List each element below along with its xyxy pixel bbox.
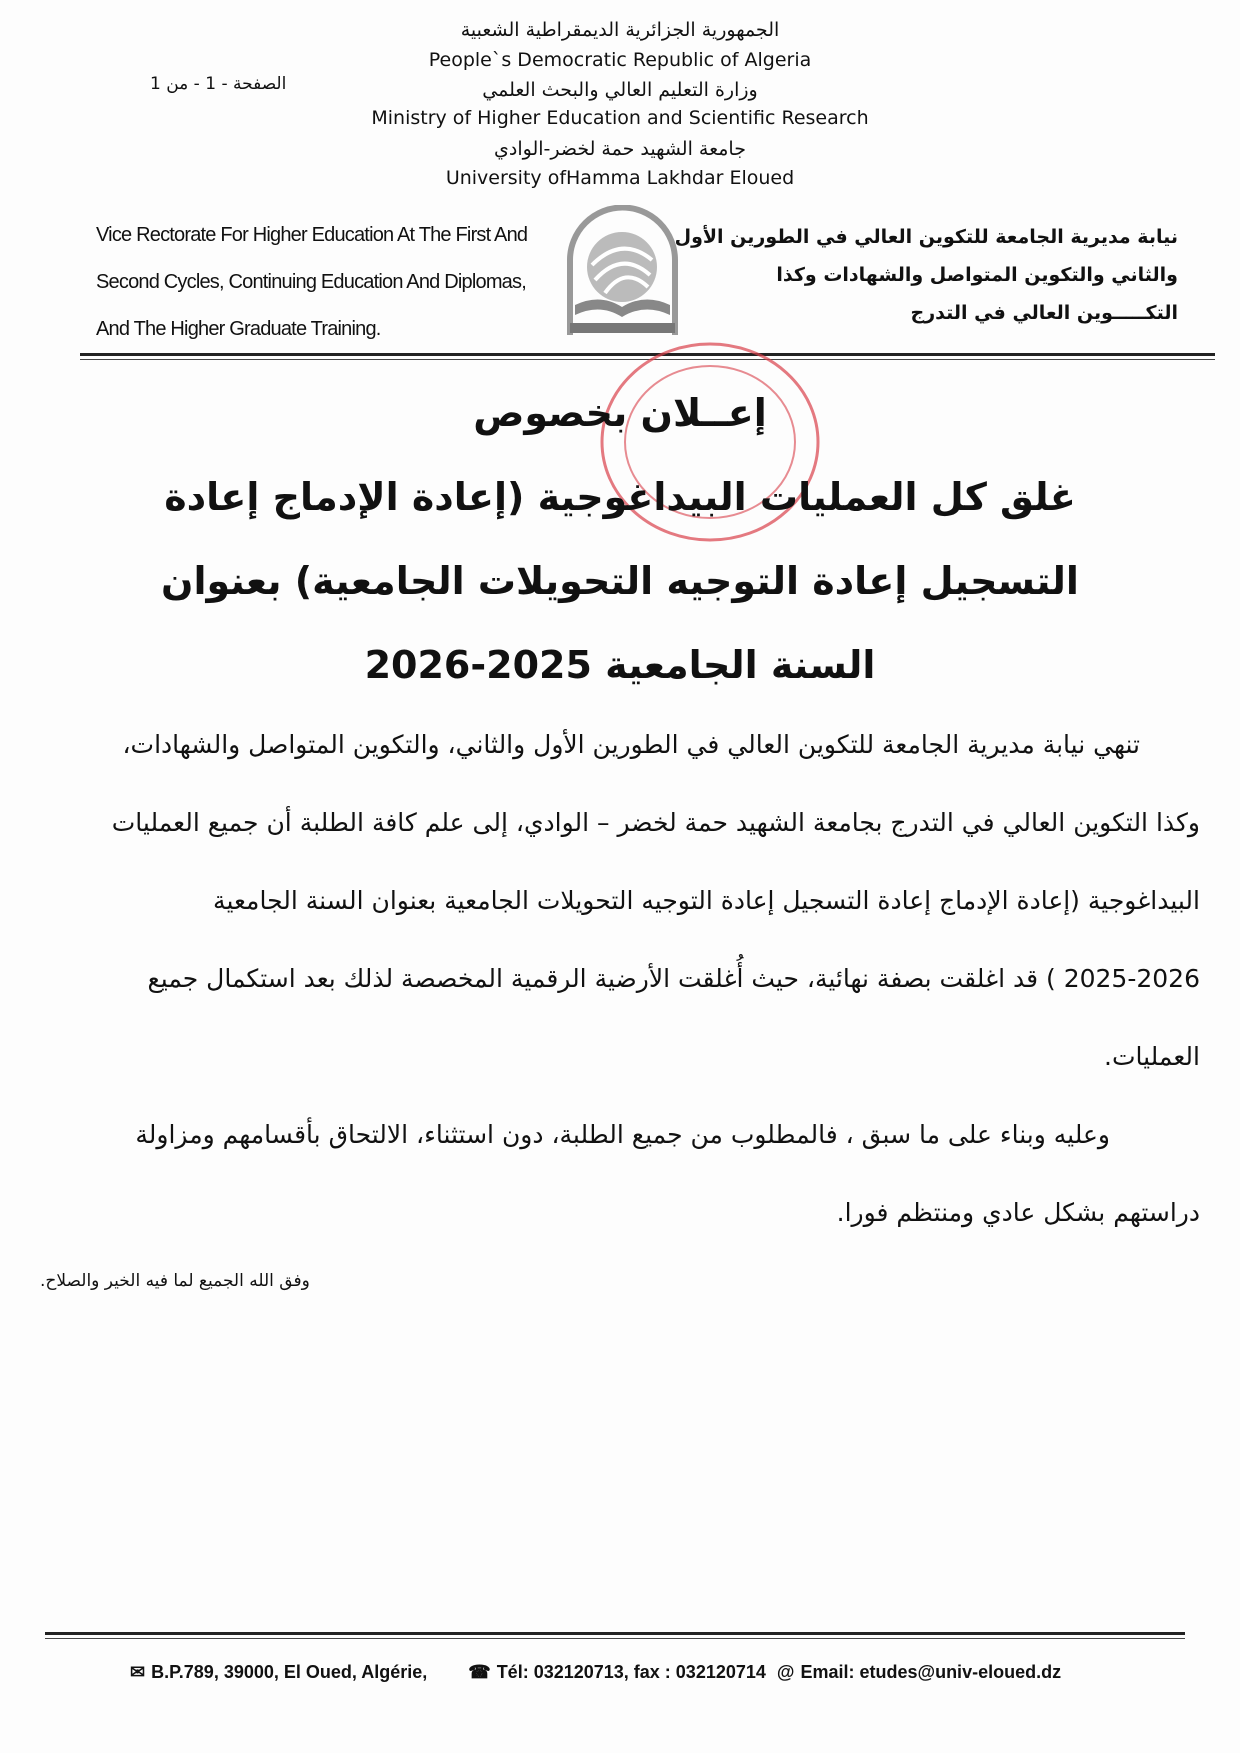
body-line: البيداغوجية (إعادة الإدماج إعادة التسجيل إعادة التوجيه التحويلات الجامعية بعنوان السنة الجامعية [213, 886, 1200, 915]
republic-en: People`s Democratic Republic of Algeria [428, 49, 812, 71]
department-en [96, 212, 546, 353]
department-ar-line: التكـــــوين العالي في التدرج [910, 302, 1178, 324]
body-line: وعليه وبناء على ما سبق ، فالمطلوب من جميع الطلبة، دون استثناء، الالتحاق بأقسامهم ومزاولة [135, 1120, 1110, 1149]
department-en-line: Vice Rectorate For Higher Education At The First And [96, 224, 528, 246]
department-ar-line: والثاني والتكوين المتواصل والشهادات وكذا [776, 264, 1178, 286]
footer-divider [45, 1632, 1185, 1635]
university-en: University ofHamma Lakhdar Eloued [445, 167, 795, 189]
department-ar [674, 218, 1178, 332]
title-line: التسجيل إعادة التوجيه التحويلات الجامعية) بعنوان [161, 559, 1079, 603]
mailbox-icon: ✉ [130, 1662, 146, 1682]
university-ar: جامعة الشهيد حمة لخضر-الوادي [494, 138, 746, 160]
footer-address: B.P.789, 39000, El Oued, Algérie, [151, 1662, 428, 1682]
body-line: وكذا التكوين العالي في التدرج بجامعة الشهيد حمة لخضر – الوادي، إلى علم كافة الطلبة أن جميع العمليات [111, 808, 1200, 837]
department-en-line: And The Higher Graduate Training. [96, 318, 381, 340]
footer-email: Email: etudes@univ-eloued.dz [800, 1662, 1062, 1682]
footer-divider-thin [45, 1638, 1185, 1639]
body-line: دراستهم بشكل عادي ومنتظم فورا. [836, 1198, 1200, 1227]
department-ar-line: نيابة مديرية الجامعة للتكوين العالي في الطورين الأول [674, 226, 1178, 248]
notice-body [40, 725, 1200, 1291]
title-line: السنة الجامعية 2025-2026 [364, 643, 876, 687]
ministry-ar: وزارة التعليم العالي والبحث العلمي [482, 79, 758, 101]
university-logo [550, 205, 695, 340]
title-line: إعــلان بخصوص [473, 391, 767, 435]
department-en-line: Second Cycles, Continuing Education And Diplomas, [96, 271, 526, 293]
phone-icon: ☎ [468, 1662, 491, 1682]
body-line: تنهي نيابة مديرية الجامعة للتكوين العالي في الطورين الأول والثاني، والتكوين المتواصل والشهادات، [122, 730, 1140, 759]
page-number: الصفحة - 1 - من 1 [150, 74, 287, 94]
notice-title [0, 388, 1240, 724]
title-line: غلق كل العمليات البيداغوجية (إعادة الإدماج إعادة [164, 475, 1076, 519]
footer-contact [130, 1662, 1067, 1683]
footer-phone: Tél: 032120713, fax : 032120714 [496, 1662, 766, 1682]
email-icon: @ [776, 1662, 795, 1682]
body-line: 2025-2026 ) قد اغلقت بصفة نهائية، حيث أُغلقت الأرضية الرقمية المخصصة لذلك بعد استكمال جميع [147, 964, 1200, 993]
closing-text: وفق الله الجميع لما فيه الخير والصلاح. [40, 1271, 310, 1291]
body-line: العمليات. [1104, 1042, 1200, 1071]
republic-ar: الجمهورية الجزائرية الديمقراطية الشعبية [460, 19, 780, 41]
ministry-en: Ministry of Higher Education and Scientific Research [371, 107, 869, 129]
